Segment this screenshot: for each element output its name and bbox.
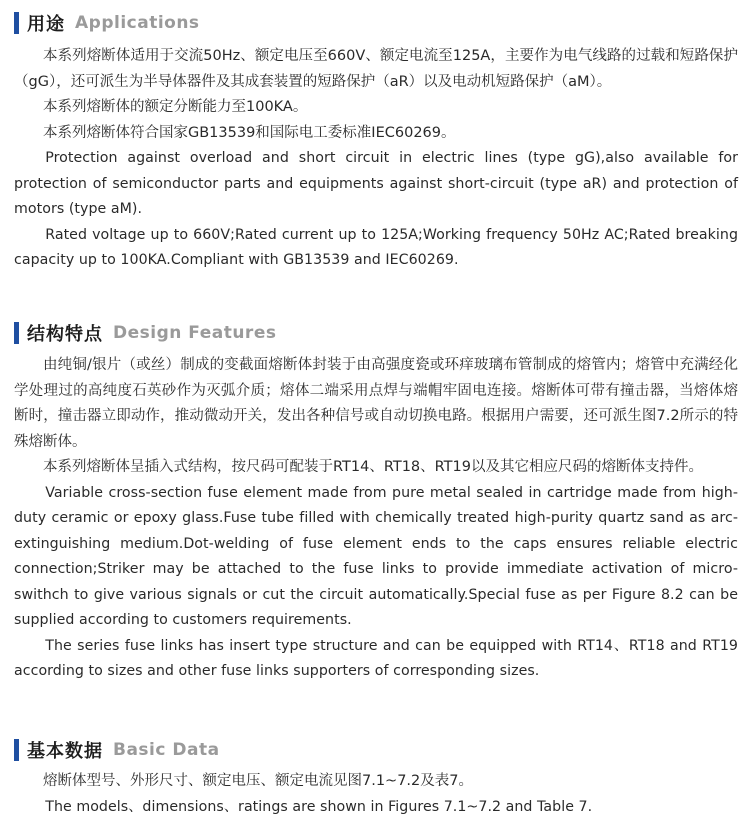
paragraph-cn: 本系列熔断体呈插入式结构，按尺码可配装于RT14、RT18、RT19以及其它相应尺码的熔断体支持件。 bbox=[43, 459, 703, 475]
paragraph-en: Variable cross-section fuse element made from pure metal sealed in cartridge made from high-duty ceramic or epoxy glass.Fuse tube filled with chemically treated high-purity quartz sand as arc-extinguishing medium.Dot-welding of fuse element ends to the caps ensures reliable electric connection;Striker may be attached to the fuse links to provide immediate activation of micro-swithch to give various signals or cut the circuit automatically.Special fuse as per Figure 8.2 can be supplied according to customers requirements. bbox=[14, 484, 738, 628]
paragraph-en: Protection against overload and short circuit in electric lines (type gG),also available for protection of semiconductor parts and equipments against short-circuit (type aR) and protection of motors (type aM). bbox=[14, 150, 738, 217]
section-heading bbox=[14, 8, 738, 38]
heading-title-cn: 用途 bbox=[27, 14, 65, 35]
section-basic-data bbox=[14, 735, 738, 820]
heading-title-cn: 基本数据 bbox=[27, 741, 103, 762]
heading-accent-bar bbox=[14, 12, 19, 34]
section-body bbox=[14, 353, 738, 685]
heading-accent-bar bbox=[14, 322, 19, 344]
section-heading bbox=[14, 735, 738, 765]
heading-title-en: Applications bbox=[75, 13, 200, 33]
heading-title-en: Design Features bbox=[113, 323, 277, 343]
paragraph-cn: 本系列熔断体的额定分断能力至100KA。 bbox=[43, 99, 308, 115]
paragraph-cn: 本系列熔断体符合国家GB13539和国际电工委标准IEC60269。 bbox=[43, 124, 456, 141]
paragraph-cn: 本系列熔断体适用于交流50Hz、额定电压至660V、额定电流至125A，主要作为电气线路的过载和短路保护（gG），还可派生为半导体器件及其成套装置的短路保护（aR）以及电动机短路保护（aM）。 bbox=[14, 48, 738, 90]
heading-accent-bar bbox=[14, 739, 19, 761]
paragraph-cn: 由纯铜/银片（或丝）制成的变截面熔断体封装于由高强度瓷或环痒玻璃布管制成的熔管内；熔管中充满经化学处理过的高纯度石英砂作为灭弧介质；熔体二端采用点焊与端帽牢固电连接。熔断体可带有撞击器，当熔体熔断时，撞击器立即动作，推动微动开关，发出各种信号或自动切换电路。根据用户需要，还可派生图7.2所示的特殊熔断体。 bbox=[14, 357, 738, 450]
section-heading bbox=[14, 318, 738, 348]
section-body bbox=[14, 44, 738, 274]
paragraph-cn: 熔断体型号、外形尺寸、额定电压、额定电流见图7.1~7.2及表7。 bbox=[43, 773, 473, 789]
paragraph-en: The series fuse links has insert type structure and can be equipped with RT14、RT18 and RT19 according to sizes and other fuse links supporters of corresponding sizes. bbox=[14, 637, 738, 679]
section-body bbox=[14, 769, 738, 820]
paragraph-en: Rated voltage up to 660V;Rated current up to 125A;Working frequency 50Hz AC;Rated breaking capacity up to 100KA.Compliant with GB13539 and IEC60269. bbox=[14, 226, 738, 268]
section-design-features bbox=[14, 318, 738, 685]
paragraph-en: The models、dimensions、ratings are shown in Figures 7.1~7.2 and Table 7. bbox=[45, 798, 593, 815]
heading-title-cn: 结构特点 bbox=[27, 324, 103, 345]
section-applications bbox=[14, 8, 738, 274]
heading-title-en: Basic Data bbox=[113, 740, 220, 760]
